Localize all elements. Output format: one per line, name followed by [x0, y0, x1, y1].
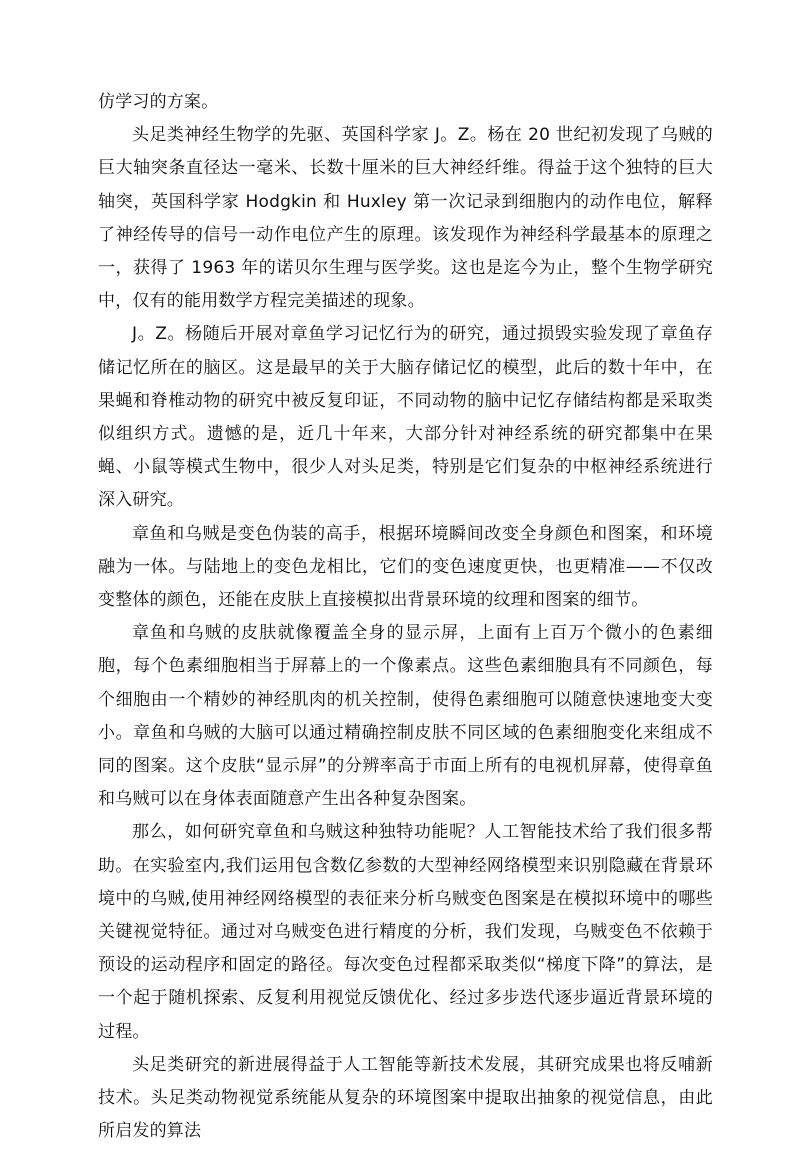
- paragraph: J。Z。杨随后开展对章鱼学习记忆行为的研究，通过损毁实验发现了章鱼存储记忆所在的脑区。这是最早的关于大脑存储记忆的模型，此后的数十年中，在果蝇和脊椎动物的研究中被反复印证，不同动物的脑中记忆存储结构都是采取类似组织方式。遗憾的是，近几十年来，大部分针对神经系统的研究都集中在果蝇、小鼠等模式生物中，很少人对头足类，特别是它们复杂的中枢神经系统进行深入研究。: [98, 324, 713, 511]
- article-body: [98, 86, 713, 1149]
- paragraph: 章鱼和乌贼是变色伪装的高手，根据环境瞬间改变全身颜色和图案，和环境融为一体。与陆地上的变色龙相比，它们的变色速度更快，也更精准——不仅改变整体的颜色，还能在皮肤上直接模拟出背景环境的纹理和图案的细节。: [98, 523, 713, 611]
- paragraph: 章鱼和乌贼的皮肤就像覆盖全身的显示屏，上面有上百万个微小的色素细胞，每个色素细胞相当于屏幕上的一个像素点。这些色素细胞具有不同颜色，每个细胞由一个精妙的神经肌肉的机关控制，使得色素细胞可以随意快速地变大变小。章鱼和乌贼的大脑可以通过精确控制皮肤不同区域的色素细胞变化来组成不同的图案。这个皮肤“显示屏”的分辨率高于市面上所有的电视机屏幕，使得章鱼和乌贼可以在身体表面随意产生出各种复杂图案。: [98, 623, 713, 810]
- paragraph: 那么，如何研究章鱼和乌贼这种独特功能呢？人工智能技术给了我们很多帮助。在实验室内,我们运用包含数亿参数的大型神经网络模型来识别隐藏在背景环境中的乌贼,使用神经网络模型的表征来分析乌贼变色图案是在模拟环境中的哪些关键视觉特征。通过对乌贼变色进行精度的分析，我们发现，乌贼变色不依赖于预设的运动程序和固定的路径。每次变色过程都采取类似“梯度下降”的算法，是一个起于随机探索、反复利用视觉反馈优化、经过多步迭代逐步逼近背景环境的过程。: [98, 822, 713, 1042]
- paragraph: 仿学习的方案。: [98, 92, 219, 112]
- paragraph: 头足类神经生物学的先驱、英国科学家 J。Z。杨在 20 世纪初发现了乌贼的巨大轴突条直径达一毫米、长数十厘米的巨大神经纤维。得益于这个独特的巨大轴突，英国科学家 Hodgkin 和 Huxley 第一次记录到细胞内的动作电位，解释了神经传导的信号一动作电位产生的原理。该发现作为神经科学最基本的原理之一，获得了 1963 年的诺贝尔生理与医学奖。这也是迄今为止，整个生物学研究中，仅有的能用数学方程完美描述的现象。: [98, 125, 713, 312]
- paragraph: 头足类研究的新进展得益于人工智能等新技术发展，其研究成果也将反哺新技术。头足类动物视觉系统能从复杂的环境图案中提取出抽象的视觉信息，由此所启发的算法: [98, 1054, 713, 1142]
